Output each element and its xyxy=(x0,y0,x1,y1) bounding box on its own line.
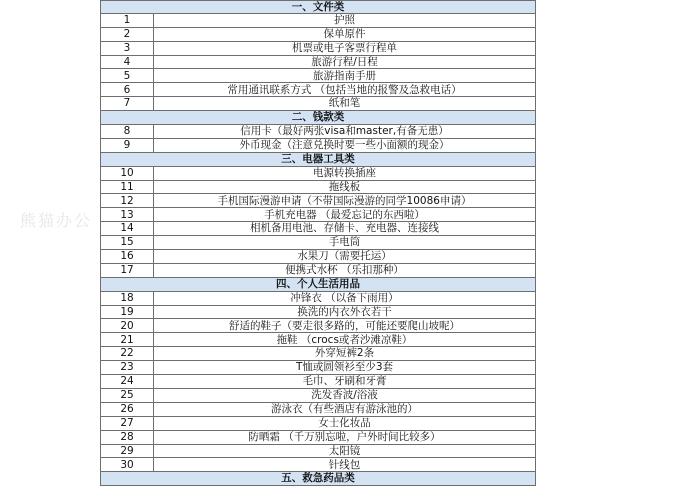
item-number: 3 xyxy=(100,42,153,55)
item-number: 15 xyxy=(100,236,153,249)
item-label: 机票或电子客票行程单 xyxy=(153,42,536,55)
item-number: 9 xyxy=(100,139,153,152)
item-label: 电源转换插座 xyxy=(153,167,536,180)
item-label: 相机备用电池、存储卡、充电器、连接线 xyxy=(153,222,536,235)
section-header-label: 一、文件类 xyxy=(100,1,536,13)
table-row xyxy=(100,181,536,195)
item-label: 纸和笔 xyxy=(153,97,536,110)
table-row xyxy=(100,347,536,361)
item-label: 保单原件 xyxy=(153,28,536,41)
table-row xyxy=(100,236,536,250)
table-row xyxy=(100,319,536,333)
table-row xyxy=(100,458,536,472)
item-number: 20 xyxy=(100,319,153,332)
checklist-table xyxy=(100,0,536,486)
item-label: 旅游行程/日程 xyxy=(153,56,536,69)
table-row xyxy=(100,139,536,153)
item-number: 27 xyxy=(100,417,153,430)
table-row xyxy=(100,403,536,417)
item-number: 11 xyxy=(100,181,153,194)
section-header-row xyxy=(100,111,536,125)
item-number: 21 xyxy=(100,333,153,346)
section-header-label: 五、救急药品类 xyxy=(100,472,536,485)
item-label: 手机国际漫游申请（不带国际漫游的同学10086申请） xyxy=(153,194,536,207)
item-label: 信用卡（最好两张visa和master,有备无患） xyxy=(153,125,536,138)
section-header-label: 二、钱款类 xyxy=(100,111,536,124)
item-label: 护照 xyxy=(153,14,536,27)
item-number: 13 xyxy=(100,208,153,221)
item-number: 18 xyxy=(100,292,153,305)
table-row xyxy=(100,56,536,70)
item-label: 舒适的鞋子（要走很多路的，可能还要爬山坡呢） xyxy=(153,319,536,332)
item-number: 29 xyxy=(100,445,153,458)
table-row xyxy=(100,83,536,97)
item-label: 手机充电器 （最爱忘记的东西啦） xyxy=(153,208,536,221)
item-number: 19 xyxy=(100,306,153,319)
item-number: 4 xyxy=(100,56,153,69)
table-row xyxy=(100,445,536,459)
table-row xyxy=(100,431,536,445)
section-header-label: 三、电器工具类 xyxy=(100,153,536,166)
section-header-row xyxy=(100,472,536,486)
table-row xyxy=(100,417,536,431)
section-header-label: 四、个人生活用品 xyxy=(100,278,536,291)
table-row xyxy=(100,42,536,56)
item-number: 7 xyxy=(100,97,153,110)
item-number: 22 xyxy=(100,347,153,360)
item-label: 太阳镜 xyxy=(153,445,536,458)
item-label: 外穿短裤2条 xyxy=(153,347,536,360)
item-label: 冲锋衣 （以备下雨用） xyxy=(153,292,536,305)
item-label: 防晒霜 （千万别忘啦，户外时间比较多） xyxy=(153,431,536,444)
table-row xyxy=(100,389,536,403)
section-header-row xyxy=(100,278,536,292)
item-label: 女士化妆品 xyxy=(153,417,536,430)
item-label: 毛巾、牙刷和牙膏 xyxy=(153,375,536,388)
item-number: 30 xyxy=(100,458,153,471)
table-row xyxy=(100,97,536,111)
table-row xyxy=(100,333,536,347)
item-number: 24 xyxy=(100,375,153,388)
item-number: 1 xyxy=(100,14,153,27)
item-label: 外币现金（注意兑换时要一些小面额的现金） xyxy=(153,139,536,152)
table-row xyxy=(100,292,536,306)
item-label: 针线包 xyxy=(153,458,536,471)
item-number: 6 xyxy=(100,83,153,96)
item-label: 水果刀（需要托运） xyxy=(153,250,536,263)
item-label: 便携式水杯 （乐扣那种） xyxy=(153,264,536,277)
item-number: 17 xyxy=(100,264,153,277)
table-row xyxy=(100,14,536,28)
item-number: 12 xyxy=(100,194,153,207)
item-label: 拖鞋 （crocs或者沙滩凉鞋） xyxy=(153,333,536,346)
item-number: 26 xyxy=(100,403,153,416)
table-row xyxy=(100,69,536,83)
section-header-row xyxy=(100,153,536,167)
item-label: 拖线板 xyxy=(153,181,536,194)
watermark-text: 熊猫办公 xyxy=(20,211,93,230)
table-row xyxy=(100,194,536,208)
table-row xyxy=(100,167,536,181)
table-row xyxy=(100,28,536,42)
item-label: 换洗的内衣外衣若干 xyxy=(153,306,536,319)
item-number: 25 xyxy=(100,389,153,402)
table-row xyxy=(100,250,536,264)
item-label: 常用通讯联系方式 （包括当地的报警及急救电话） xyxy=(153,83,536,96)
item-number: 16 xyxy=(100,250,153,263)
table-row xyxy=(100,361,536,375)
item-number: 10 xyxy=(100,167,153,180)
item-label: 洗发香波/浴液 xyxy=(153,389,536,402)
item-label: 手电筒 xyxy=(153,236,536,249)
table-row xyxy=(100,375,536,389)
item-label: 旅游指南手册 xyxy=(153,69,536,82)
item-number: 23 xyxy=(100,361,153,374)
item-label: T恤或圆领衫至少3套 xyxy=(153,361,536,374)
table-row xyxy=(100,264,536,278)
item-number: 28 xyxy=(100,431,153,444)
item-number: 2 xyxy=(100,28,153,41)
table-row xyxy=(100,125,536,139)
table-row xyxy=(100,222,536,236)
table-row xyxy=(100,306,536,320)
item-number: 5 xyxy=(100,69,153,82)
section-header-row xyxy=(100,0,536,14)
item-number: 8 xyxy=(100,125,153,138)
item-number: 14 xyxy=(100,222,153,235)
item-label: 游泳衣（有些酒店有游泳池的） xyxy=(153,403,536,416)
table-row xyxy=(100,208,536,222)
